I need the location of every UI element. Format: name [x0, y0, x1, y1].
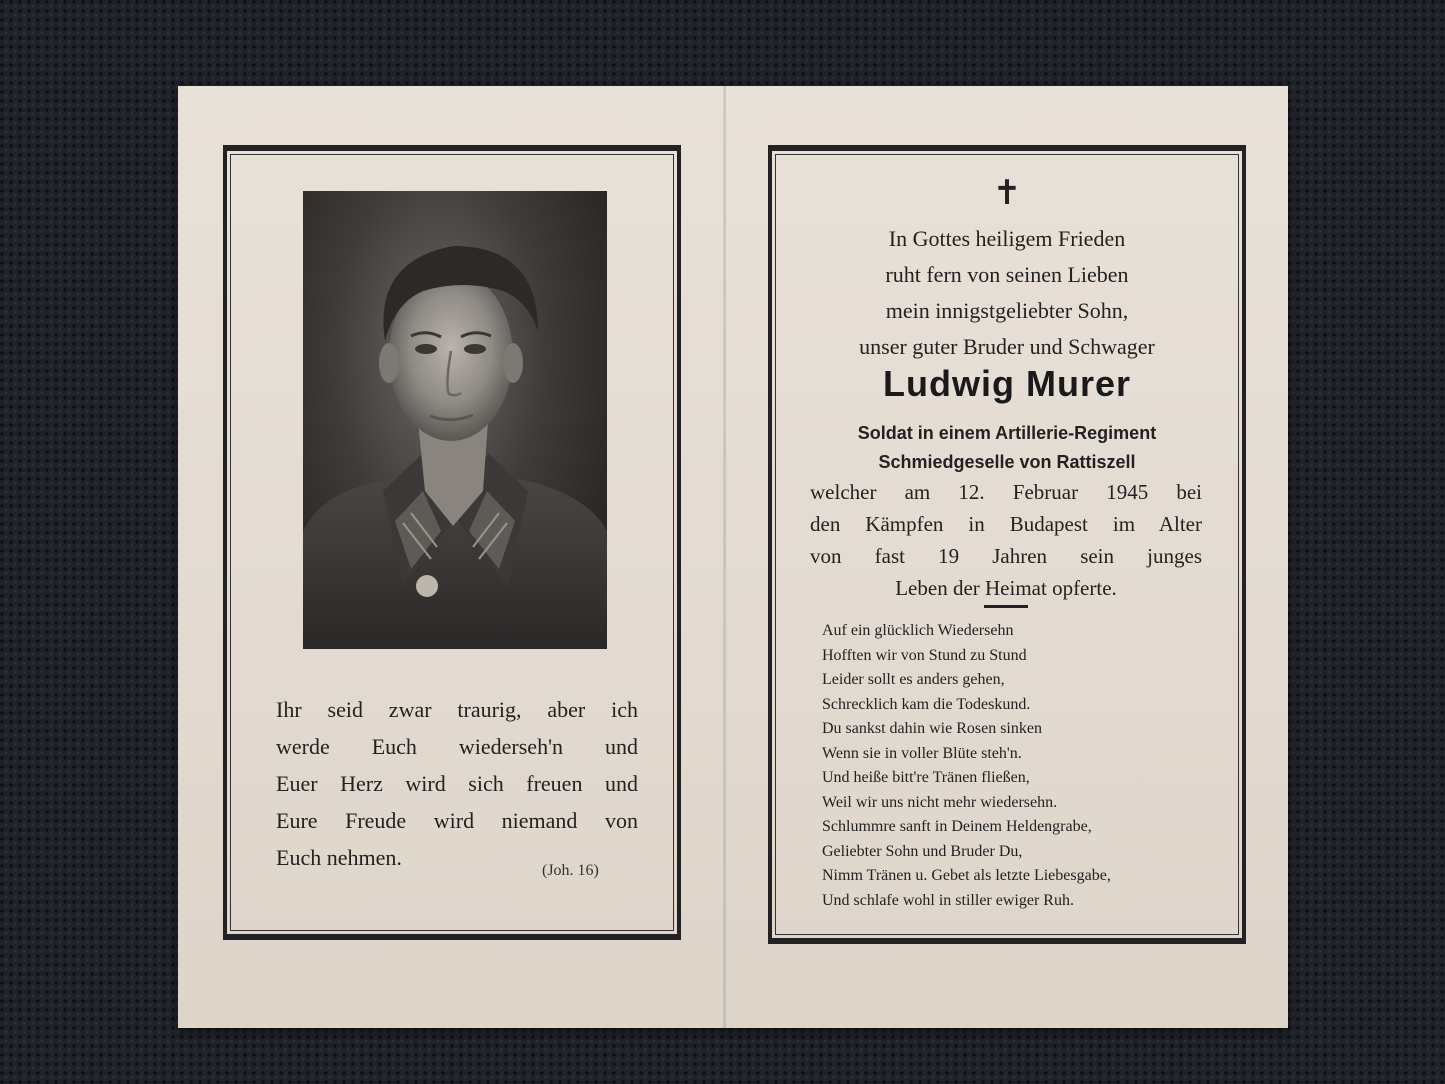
deceased-title [772, 419, 1242, 477]
quote-line: Eure Freude wird niemand von [276, 808, 638, 833]
poem-line: Weil wir uns nicht mehr wiedersehn. [822, 793, 1058, 811]
notice-line: Leben der Heimat opferte. [895, 576, 1117, 600]
title-line: Soldat in einem Artillerie-Regiment [857, 423, 1157, 443]
left-panel [223, 145, 681, 940]
right-panel [768, 145, 1246, 944]
memorial-poem [822, 619, 1212, 913]
poem-line: Schlummre sanft in Deinem Heldengrabe, [822, 818, 1092, 835]
intro-text [802, 221, 1212, 365]
poem-line: Schrecklich kam die Todeskund. [822, 695, 1031, 713]
intro-line: ruht fern von seinen Lieben [885, 262, 1129, 287]
poem-line: Und schlafe wohl in stiller ewiger Ruh. [822, 891, 1074, 909]
poem-line: Geliebter Sohn und Bruder Du, [822, 842, 1023, 860]
portrait-photo [303, 191, 607, 649]
quote-citation: (Joh. 16) [542, 862, 599, 879]
poem-line: Auf ein glücklich Wiedersehn [822, 622, 1014, 639]
poem-line: Nimm Tränen u. Gebet als letzte Liebesgabe, [822, 867, 1111, 884]
quote-line: werde Euch wiederseh'n und [276, 734, 638, 759]
poem-line: Wenn sie in voller Blüte steh'n. [822, 744, 1022, 762]
intro-line: mein innigstgeliebter Sohn, [885, 298, 1129, 323]
memorial-card [178, 86, 1288, 1028]
quote-line: Ihr seid zwar traurig, aber ich [276, 697, 638, 722]
scripture-quote [276, 691, 638, 876]
cross-icon: ✝ [992, 173, 1022, 213]
deceased-name: Ludwig Murer [883, 363, 1131, 404]
poem-line: Du sankst dahin wie Rosen sinken [822, 720, 1042, 737]
card-fold [723, 86, 727, 1028]
title-line: Schmiedgeselle von Rattiszell [878, 452, 1136, 472]
death-notice [810, 476, 1202, 604]
divider [984, 605, 1028, 608]
quote-line: Euch nehmen. [276, 845, 402, 870]
poem-line: Leider sollt es anders gehen, [822, 671, 1005, 688]
intro-line: unser guter Bruder und Schwager [859, 334, 1155, 359]
intro-line: In Gottes heiligem Frieden [888, 226, 1126, 251]
poem-line: Und heiße bitt're Tränen fließen, [822, 769, 1030, 786]
quote-line: Euer Herz wird sich freuen und [276, 771, 638, 796]
poem-line: Hofften wir von Stund zu Stund [822, 646, 1027, 664]
notice-line: den Kämpfen in Budapest im Alter [810, 512, 1202, 536]
notice-line: von fast 19 Jahren sein junges [810, 544, 1202, 568]
notice-line: welcher am 12. Februar 1945 bei [810, 480, 1202, 504]
